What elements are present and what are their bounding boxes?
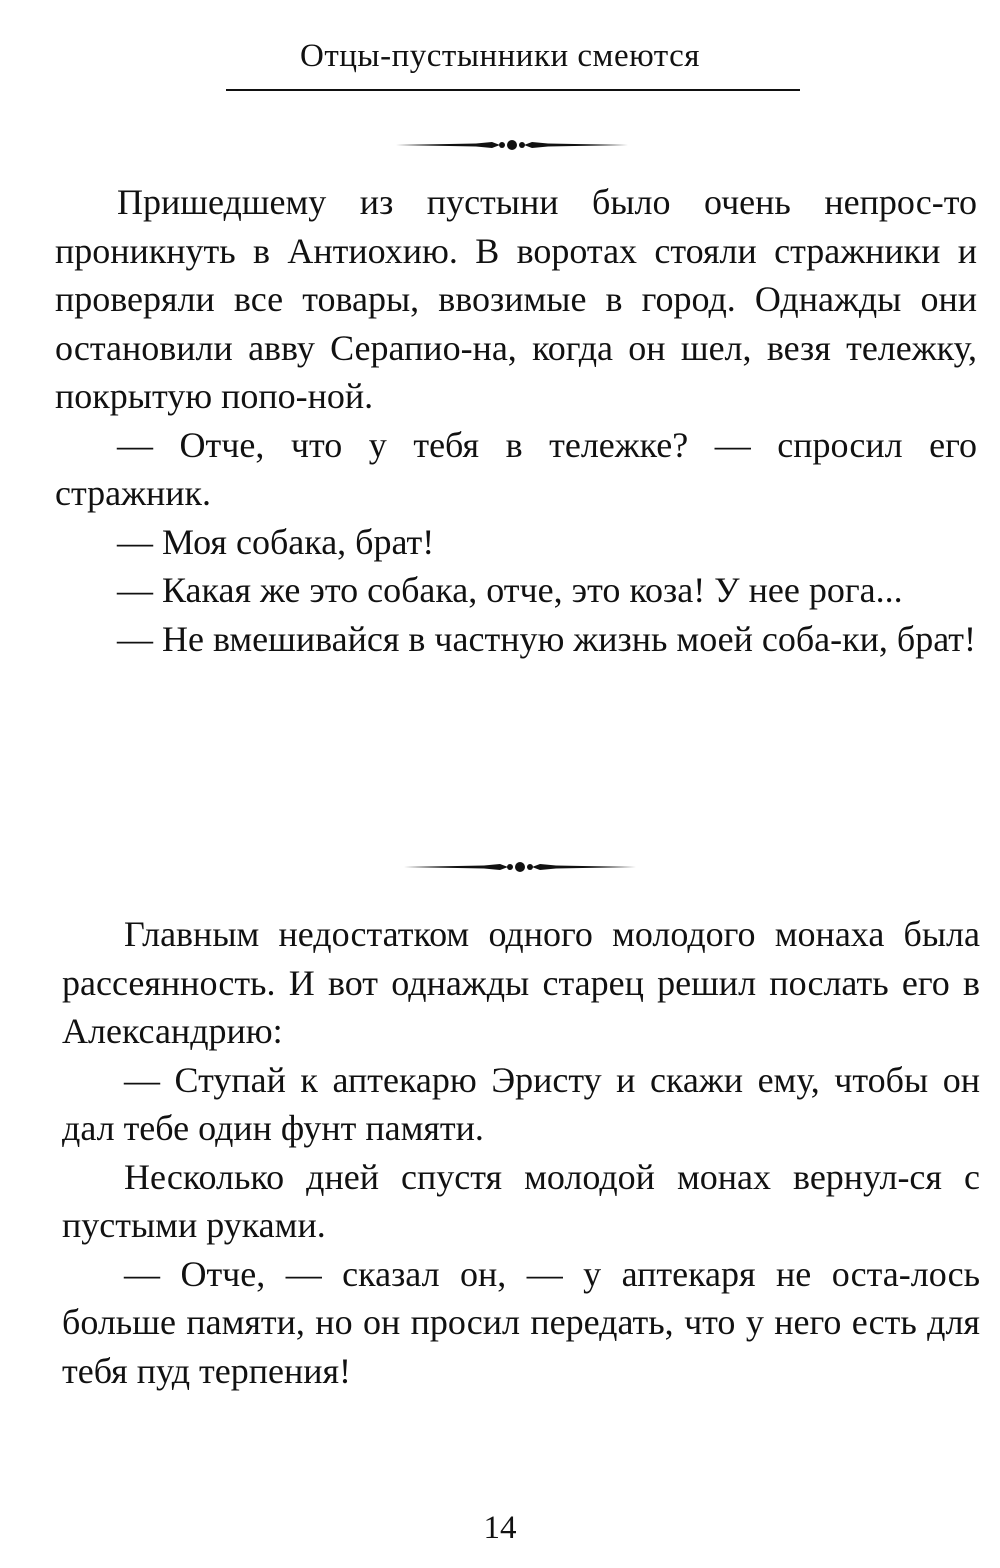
ornament-icon [396,138,628,152]
anecdote-memory [62,910,980,1395]
paragraph: — Какая же это собака, отче, это коза! У нее рога... [117,570,903,610]
paragraph: — Ступай к аптекарю Эристу и скажи ему, чтобы он дал тебе один фунт памяти. [62,1059,980,1148]
paragraph: — Не вмешивайся в частную жизнь моей соба-ки, брат! [117,618,976,659]
paragraph: Пришедшему из пустыни было очень непрос-то проникнуть в Антиохию. В воротах стояли стражники и проверяли все товары, ввозимые в город. Однажды они остановили авву Серапио-на, когда он шел, везя тележку, покрытую попо-ной. [55,182,977,416]
paragraph: — Моя собака, брат! [117,521,435,562]
paragraph: — Отче, что у тебя в тележке? — спросил его стражник. [55,424,977,513]
section-divider-ornament [396,138,628,152]
ornament-icon [404,860,636,874]
running-title: Отцы-пустынники смеются [300,38,700,74]
anecdote-dog [55,178,977,663]
section-divider-ornament [404,860,636,874]
page-number: 14 [483,1510,517,1546]
paragraph: — Отче, — сказал он, — у аптекаря не оста-лось больше памяти, но он просил передать, что у него есть для тебя пуд терпения! [62,1253,980,1391]
paragraph: Главным недостатком одного молодого монаха была рассеянность. И вот однажды старец решил послать его в Александрию: [62,914,980,1051]
paragraph: Несколько дней спустя молодой монах вернул-ся с пустыми руками. [62,1156,980,1245]
header-rule [226,89,800,91]
